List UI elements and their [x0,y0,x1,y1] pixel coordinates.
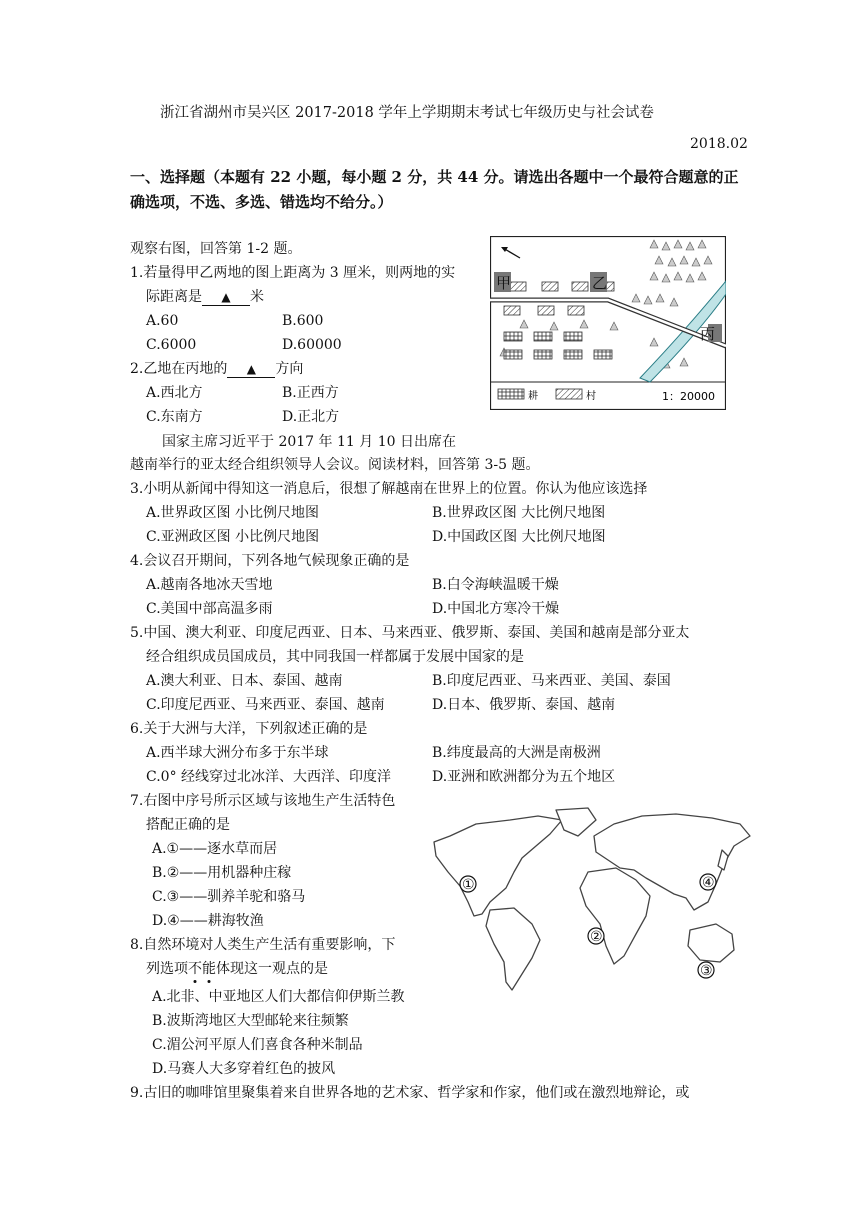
q6-option-d: D.亚洲和欧洲都分为五个地区 [432,769,616,785]
q8-emphasis-neng: 能 [202,961,216,977]
map-scale: 1：20000 [662,390,715,403]
q1-stem-line1: 1.若量得甲乙两地的图上距离为 3 厘米，则两地的实 [130,265,456,281]
legend-field-swatch [498,389,524,399]
paper-title: 浙江省湖州市吴兴区 2017-2018 学年上学期期末考试七年级历史与社会试卷 [160,105,654,121]
section-heading-line1: 一、选择题（本题有 22 小题，每小题 2 分，共 44 分。请选出各题中一个最符合题意的正 [130,168,739,186]
place-bing-label: 丙 [700,325,716,343]
q1-stem-post: 米 [250,289,264,305]
map-marker-1: ① [462,877,475,893]
q1-option-b: B.600 [282,313,324,329]
q1-option-c: C.6000 [146,337,197,353]
q6-stem: 6.关于大洲与大洋，下列叙述正确的是 [130,721,368,737]
north-america-outline [434,816,562,916]
q8-emphasis-bu: 不 [188,961,202,977]
legend-village-swatch [556,389,582,399]
q2-stem-pre: 2.乙地在丙地的 [130,361,228,377]
q5-stem-line1: 5.中国、澳大利亚、印度尼西亚、日本、马来西亚、俄罗斯、泰国、美国和越南是部分亚太 [130,625,690,641]
q7-option-c: C.③——驯养羊驼和骆马 [152,889,306,905]
australia-outline [688,924,734,962]
exam-date: 2018.02 [690,136,748,152]
q8-option-b: B.波斯湾地区大型邮轮来往频繁 [152,1013,349,1029]
intro-q3-5-line1: 国家主席习近平于 2017 年 11 月 10 日出席在 [162,434,456,450]
q3-option-c: C.亚洲政区图 小比例尺地图 [146,529,320,545]
place-yi-label: 乙 [592,274,608,292]
q3-option-d: D.中国政区图 大比例尺地图 [432,529,606,545]
legend-field-label: 耕 [528,391,538,402]
q2-stem-post: 方向 [275,361,304,377]
q2-option-a: A.西北方 [146,385,203,401]
q6-option-a: A.西半球大洲分布多于东半球 [146,745,329,761]
world-map [428,806,754,992]
q4-option-c: C.美国中部高温多雨 [146,601,273,617]
q4-option-b: B.白令海峡温暖干燥 [432,577,559,593]
map-marker-3: ③ [700,963,713,979]
q4-option-d: D.中国北方寒冷干燥 [432,601,560,617]
map-marker-2: ② [590,929,603,945]
q2-option-c: C.东南方 [146,409,203,425]
q5-option-d: D.日本、俄罗斯、泰国、越南 [432,697,616,713]
q2-answer-blank: ▲ [227,361,275,378]
q6-option-b: B.纬度最高的大洲是南极洲 [432,745,601,761]
q5-option-c: C.印度尼西亚、马来西亚、泰国、越南 [146,697,385,713]
map-marker-4: ④ [702,875,715,891]
q3-option-b: B.世界政区图 大比例尺地图 [432,505,606,521]
q4-stem: 4.会议召开期间，下列各地气候现象正确的是 [130,553,410,569]
q6-option-c: C.0° 经线穿过北冰洋、大西洋、印度洋 [146,769,392,785]
q1-stem-line2 [146,287,264,307]
q2-option-d: D.正北方 [282,409,340,425]
q7-stem-line1: 7.右图中序号所示区域与该地生产生活特色 [130,793,396,809]
q8-option-c: C.湄公河平原人们喜食各种米制品 [152,1037,363,1053]
section-heading-line2: 确选项，不选、多选、错选均不给分。） [130,193,393,211]
q1-answer-blank: ▲ [202,289,250,306]
q5-option-a: A.澳大利亚、日本、泰国、越南 [146,673,343,689]
q4-option-a: A.越南各地冰天雪地 [146,577,273,593]
intro-q3-5-line2: 越南举行的亚太经合组织领导人会议。阅读材料，回答第 3-5 题。 [130,457,540,473]
q2-option-b: B.正西方 [282,385,339,401]
q8-stem-line1: 8.自然环境对人类生产生活有重要影响，下 [130,937,396,953]
greenland-outline [556,808,596,836]
town-map [490,236,726,410]
legend-village-label: 村 [586,391,596,402]
q8-stem-pre: 列选项 [146,961,188,977]
q7-option-d: D.④——耕海牧渔 [152,913,264,929]
q8-option-d: D.马赛人大多穿着红色的披风 [152,1061,336,1077]
q8-stem-post: 体现这一观点的是 [216,961,328,977]
south-america-outline [486,908,540,990]
q5-option-b: B.印度尼西亚、马来西亚、美国、泰国 [432,673,671,689]
q7-stem-line2: 搭配正确的是 [146,817,230,833]
q3-stem: 3.小明从新闻中得知这一消息后，很想了解越南在世界上的位置。你认为他应该选择 [130,481,648,497]
q1-option-a: A.60 [146,313,179,329]
q8-option-a: A.北非、中亚地区人们大都信仰伊斯兰教 [152,989,405,1005]
africa-outline [580,868,650,964]
q7-option-b: B.②——用机器种庄稼 [152,865,292,881]
q3-option-a: A.世界政区图 小比例尺地图 [146,505,320,521]
q5-stem-line2: 经合组织成员国成员，其中同我国一样都属于发展中国家的是 [146,649,524,665]
q7-option-a: A.①——逐水草而居 [152,841,278,857]
intro-q1-2: 观察右图，回答第 1-2 题。 [130,241,302,257]
q2-stem [130,359,303,379]
place-jia-label: 甲 [496,274,512,292]
q8-stem-line2 [146,959,328,979]
q9-stem: 9.古旧的咖啡馆里聚集着来自世界各地的艺术家、哲学家和作家，他们或在激烈地辩论，或 [130,1085,690,1101]
q1-option-d: D.60000 [282,337,342,353]
q1-stem-pre: 际距离是 [146,289,202,305]
